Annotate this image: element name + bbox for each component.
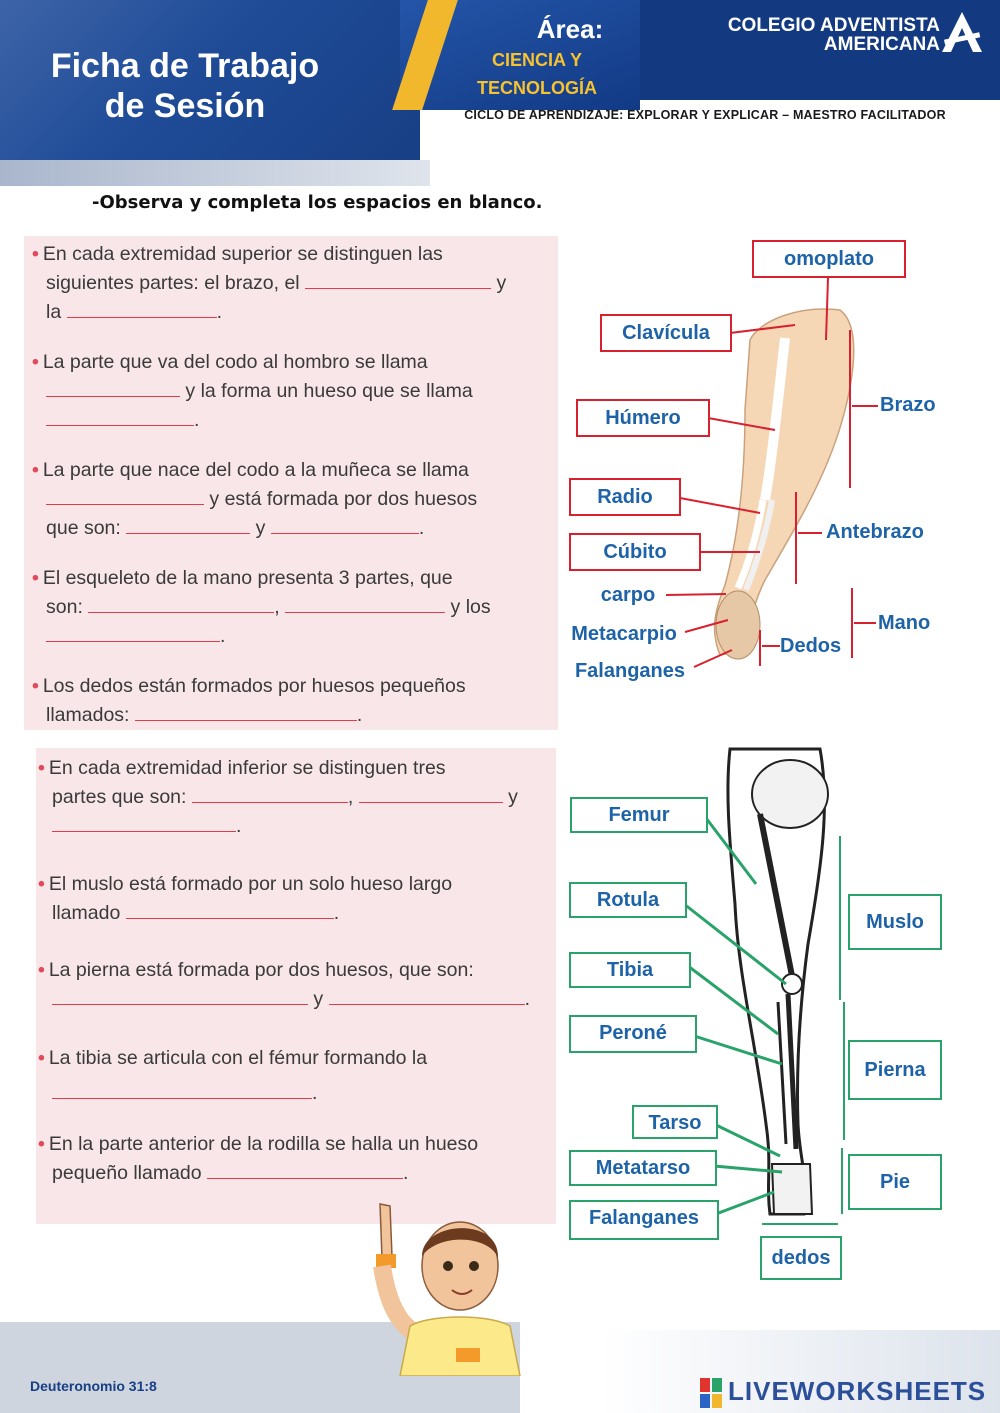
question-lower-1: • En cada extremidad inferior se distinguen tres partes que son: , y .	[38, 757, 518, 837]
school-name-line1: COLEGIO ADVENTISTA	[727, 15, 940, 36]
instruction-text: -Observa y completa los espacios en blanco.	[92, 192, 543, 213]
bible-verse-reference: Deuteronomio 31:8	[30, 1378, 157, 1394]
question-text: partes que son:	[52, 786, 187, 808]
label-antebrazo: Antebrazo	[826, 521, 924, 543]
question-text: .	[216, 301, 223, 323]
question-text: .	[356, 704, 363, 726]
question-upper-3: • La parte que nace del codo a la muñeca se llama y está formada por dos huesos que son: y .	[32, 459, 478, 539]
question-text: En cada extremidad inferior se distinguen tres	[48, 757, 446, 779]
arrow-line	[666, 594, 726, 595]
school-name-line2: AMERICANA	[823, 34, 940, 55]
area-label: Área:	[536, 14, 604, 44]
question-text: y	[313, 988, 324, 1010]
label-femur: Femur	[570, 797, 708, 833]
label-metacarpio: Metacarpio	[571, 623, 677, 645]
question-text: siguientes partes: el brazo, el	[46, 272, 300, 294]
blank-answer[interactable]	[88, 592, 274, 613]
question-lower-4: • La tibia se articula con el fémur formando la .	[38, 1047, 428, 1104]
label-tibia: Tibia	[569, 952, 691, 988]
area-value-line2: TECNOLOGÍA	[477, 78, 597, 98]
label-cubito: Cúbito	[569, 533, 701, 571]
page-title-line1: Ficha de Trabajo	[50, 47, 320, 85]
school-logo-icon	[940, 10, 984, 54]
label-dedos-pie: dedos	[760, 1236, 842, 1280]
label-radio: Radio	[569, 478, 681, 516]
arrow-line	[716, 1192, 774, 1214]
liveworksheets-brand: LIVEWORKSHEETS	[728, 1376, 987, 1406]
question-lower-3: • La pierna está formada por dos huesos, que son: y .	[38, 959, 531, 1010]
blank-answer[interactable]	[46, 484, 204, 505]
question-text: .	[194, 409, 200, 431]
blank-answer[interactable]	[126, 898, 334, 919]
label-brazo: Brazo	[880, 394, 936, 416]
question-text: .	[403, 1162, 409, 1184]
question-text: El muslo está formado por un solo hueso largo	[48, 873, 453, 895]
blank-answer[interactable]	[67, 297, 217, 318]
label-carpo: carpo	[600, 584, 656, 606]
question-text: .	[236, 815, 242, 837]
blank-answer[interactable]	[271, 513, 419, 534]
question-upper-5: • Los dedos están formados por huesos pequeños llamados: .	[32, 675, 466, 726]
question-text: y	[255, 517, 266, 539]
blank-answer[interactable]	[52, 984, 308, 1005]
label-humero: Húmero	[576, 399, 710, 437]
blank-answer[interactable]	[46, 405, 194, 426]
raised-arm	[380, 1204, 392, 1258]
label-mano: Mano	[878, 612, 931, 634]
question-upper-2: • La parte que va del codo al hombro se llama y la forma un hueso que se llama .	[32, 351, 473, 431]
question-text: La parte que nace del codo a la muñeca se llama	[42, 459, 469, 481]
boy-eye	[443, 1261, 453, 1271]
question-text: La pierna está formada por dos huesos, que son:	[48, 959, 474, 981]
question-text: y los	[450, 596, 491, 618]
question-upper-1: • En cada extremidad superior se distinguen las siguientes partes: el brazo, el y la .	[32, 243, 507, 323]
label-perone: Peroné	[569, 1015, 697, 1053]
wristband	[456, 1348, 480, 1362]
question-text: .	[312, 1082, 318, 1104]
area-value	[452, 46, 622, 102]
label-falanganes-mano: Falanganes	[574, 660, 686, 682]
question-text: .	[524, 988, 531, 1010]
question-text: .	[333, 902, 340, 924]
question-text: y la forma un hueso que se llama	[185, 380, 473, 402]
label-clavicula: Clavícula	[600, 314, 732, 352]
label-muslo: Muslo	[848, 894, 942, 950]
boy-shirt	[400, 1317, 520, 1376]
label-dedos-mano: Dedos	[780, 635, 842, 657]
question-text: son:	[46, 596, 83, 618]
label-omoplato: omoplato	[752, 240, 906, 278]
question-text: En la parte anterior de la rodilla se halla un hueso	[48, 1133, 479, 1155]
liveworksheets-logo-icon	[700, 1378, 722, 1408]
blank-answer[interactable]	[329, 984, 525, 1005]
question-text: ,	[274, 596, 280, 618]
label-falanganes-pie: Falanganes	[569, 1200, 719, 1240]
blank-answer[interactable]	[52, 811, 236, 832]
label-rotula: Rotula	[569, 882, 687, 918]
blank-answer[interactable]	[46, 376, 180, 397]
blank-answer[interactable]	[359, 782, 503, 803]
blank-answer[interactable]	[46, 621, 220, 642]
question-text: .	[418, 517, 425, 539]
question-text: y está formada por dos huesos	[209, 488, 478, 510]
lower-limb-questions	[36, 748, 556, 1224]
label-pie: Pie	[848, 1154, 942, 1210]
header-left-strip	[0, 160, 430, 186]
question-text: Los dedos están formados por huesos pequeños	[42, 675, 466, 697]
question-text: que son:	[46, 517, 121, 539]
label-metatarso: Metatarso	[569, 1150, 717, 1186]
blank-answer[interactable]	[305, 268, 491, 289]
question-text: llamado	[52, 902, 121, 924]
upper-limb-questions	[24, 236, 558, 730]
question-text: y	[508, 786, 518, 808]
question-upper-4: • El esqueleto de la mano presenta 3 partes, que son: , y los .	[32, 567, 491, 647]
question-lower-5: • En la parte anterior de la rodilla se halla un hueso pequeño llamado .	[38, 1133, 479, 1184]
boy-eye	[469, 1261, 479, 1271]
boy-illustration	[360, 1196, 530, 1376]
school-name	[680, 16, 940, 54]
label-tarso: Tarso	[632, 1105, 718, 1139]
question-lower-2: • El muslo está formado por un solo hueso largo llamado .	[38, 873, 453, 924]
question-text: llamados:	[46, 704, 130, 726]
header	[0, 0, 1000, 190]
question-text: En cada extremidad superior se distinguen las	[42, 243, 443, 265]
question-text: .	[220, 625, 226, 647]
learning-cycle-caption: CICLO DE APRENDIZAJE: EXPLORAR Y EXPLICAR – MAESTRO FACILITADOR	[464, 108, 946, 122]
blank-answer[interactable]	[126, 513, 250, 534]
question-text: y	[496, 272, 507, 294]
blank-answer[interactable]	[192, 782, 348, 803]
blank-answer[interactable]	[207, 1158, 403, 1179]
label-pierna: Pierna	[848, 1040, 942, 1100]
hand-bones	[716, 591, 760, 659]
question-text: ,	[347, 786, 354, 808]
question-text: La parte que va del codo al hombro se llama	[42, 351, 428, 373]
question-text: pequeño llamado	[52, 1162, 202, 1184]
question-text: La tibia se articula con el fémur formando la	[48, 1047, 428, 1069]
question-text: El esqueleto de la mano presenta 3 partes, que	[42, 567, 453, 589]
blank-answer[interactable]	[135, 700, 357, 721]
area-value-line1: CIENCIA Y	[491, 50, 583, 70]
blank-answer[interactable]	[285, 592, 445, 613]
page-title-line2: de Sesión	[104, 87, 266, 125]
arrow-line	[694, 650, 732, 667]
question-text: la	[46, 301, 62, 323]
blank-answer[interactable]	[52, 1078, 312, 1099]
